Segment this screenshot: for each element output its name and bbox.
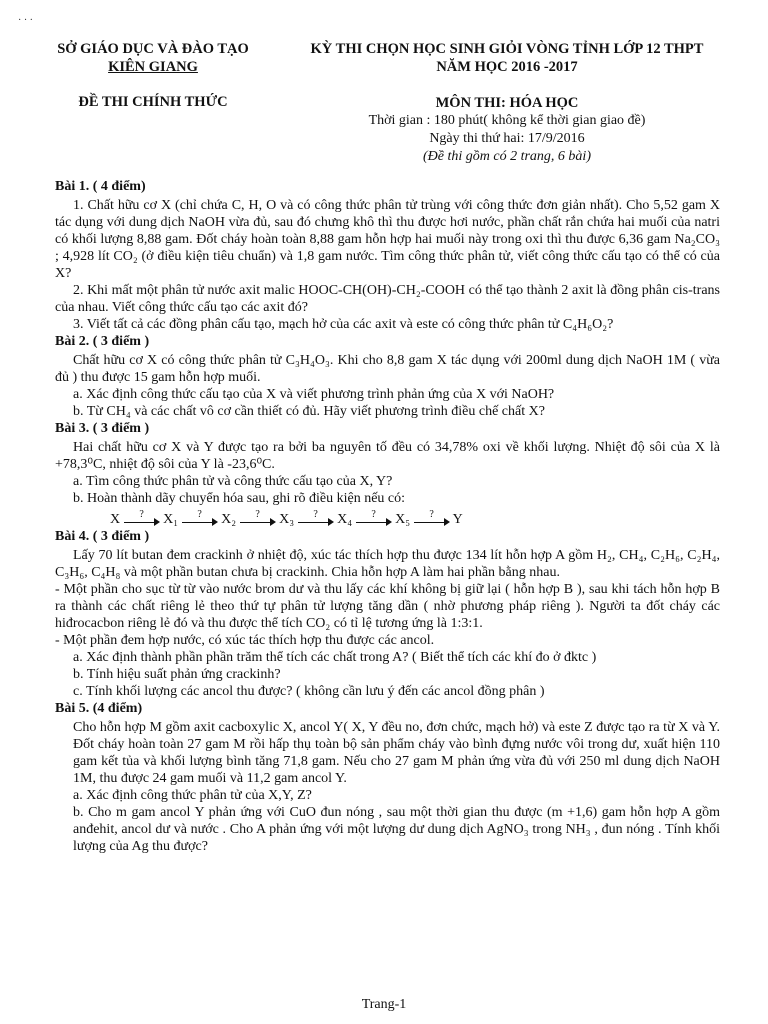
section-bai-1 <box>55 178 720 333</box>
bai-4-part-2: - Một phần đem hợp nước, có xúc tác thích hợp thu được các ancol. <box>55 633 435 648</box>
chain-node: X₁ <box>163 512 179 527</box>
bai-5-title: Bài 5. (4 điểm) <box>55 701 143 716</box>
section-bai-5 <box>55 700 720 855</box>
bai-5-part-b: b. Cho m gam ancol Y phản ứng với CuO đun nóng , sau một thời gian thu được (m +1,6) gam hỗn hợp A gồm anđehit, ancol dư và nước . Cho A phản ứng với một lượng dư dung dịch AgNO₃ trong NH₃ , đun nóng . Tính khối lượng của Ag thu được? <box>73 805 720 854</box>
chain-arrow-icon: ? <box>298 514 334 526</box>
exam-content <box>55 178 720 855</box>
exam-date: Ngày thi thứ hai: 17/9/2016 <box>429 131 585 146</box>
section-bai-3 <box>55 420 720 528</box>
reaction-chain <box>110 508 720 528</box>
bai-2-title: Bài 2. ( 3 điểm ) <box>55 334 150 349</box>
bai-5-part-a: a. Xác định công thức phân tử của X,Y, Z? <box>73 788 312 803</box>
chain-node: X₅ <box>395 512 411 527</box>
official-label: ĐỀ THI CHÍNH THỨC <box>78 94 228 110</box>
bai-2-intro: Chất hữu cơ X có công thức phân tử C₃H₄O₃. Khi cho 8,8 gam X tác dụng với 200ml dung dịch NaOH 1M ( vừa đủ ) thu được 15 gam hỗn hợp muối. <box>55 353 720 385</box>
chain-node: Y <box>452 512 463 527</box>
bai-3-title: Bài 3. ( 3 điểm ) <box>55 421 150 436</box>
chain-arrow-icon: ? <box>414 514 450 526</box>
department-name: SỞ GIÁO DỤC VÀ ĐÀO TẠO <box>57 41 249 57</box>
chain-node: X₂ <box>221 512 237 527</box>
bai-3-part-a: a. Tìm công thức phân tử và công thức cấu tạo của X, Y? <box>73 474 393 489</box>
bai-4-part-1: - Một phần cho sục từ từ vào nước brom dư và thu lấy các khí không bị giữ lại ( hỗn hợp B ), sau khi tách hỗn hợp B ra thành các chất riêng lẻ theo thứ tự phân tử lượng tăng dần ( nhờ phương pháp riêng ). Người ta đốt cháy các hiđrocacbon riêng lẻ đó và thu được thể tích CO₂ có tỉ lệ tương ứng là 1:3:1. <box>55 582 720 631</box>
section-bai-2 <box>55 333 720 420</box>
bai-2-part-a: a. Xác định công thức cấu tạo của X và viết phương trình phản ứng của X với NaOH? <box>73 387 555 402</box>
bai-4-title: Bài 4. ( 3 điểm ) <box>55 529 150 544</box>
page-number: Trang-1 <box>361 997 407 1012</box>
header-department <box>28 40 278 111</box>
section-bai-4 <box>55 528 720 700</box>
exam-title: KỲ THI CHỌN HỌC SINH GIỎI VÒNG TỈNH LỚP 12 THPT <box>310 41 704 57</box>
exam-note: (Đề thi gồm có 2 trang, 6 bài) <box>423 149 591 164</box>
chain-node: X <box>110 512 121 527</box>
bai-1-q3: 3. Viết tất cả các đồng phân cấu tạo, mạch hở của các axit và este có công thức phân tử C₄H₆O₂? <box>73 317 614 332</box>
bai-4-intro: Lấy 70 lít butan đem crackinh ở nhiệt độ, xúc tác thích hợp thu được 134 lít hỗn hợp A gồm H₂, CH₄, C₂H₆, C₂H₄, C₃H₆, C₄H₈ và một phần butan chưa bị crackinh. Chia hỗn hợp A làm hai phần bằng nhau. <box>55 548 720 580</box>
chain-arrow-icon: ? <box>124 514 160 526</box>
bai-1-q2: 2. Khi mất một phân tử nước axit malic HOOC-CH(OH)-CH₂-COOH có thể tạo thành 2 axit là đồng phân cis-trans của nhau. Viết công thức cấu tạo các axit đó? <box>55 283 720 315</box>
chain-arrow-icon: ? <box>356 514 392 526</box>
chain-node: X₃ <box>279 512 295 527</box>
subject-title: MÔN THI: HÓA HỌC <box>435 95 579 111</box>
school-year: NĂM HỌC 2016 -2017 <box>436 59 578 75</box>
bai-2-part-b: b. Từ CH₄ và các chất vô cơ cần thiết có đủ. Hãy viết phương trình điều chế chất X? <box>73 404 545 419</box>
header-exam <box>282 40 732 166</box>
bai-3-intro: Hai chất hữu cơ X và Y được tạo ra bởi ba nguyên tố đều có 34,78% oxi về khối lượng. Nhiệt độ sôi của X là +78,3⁰C, nhiệt độ sôi của Y là -23,6⁰C. <box>55 440 720 472</box>
exam-time: Thời gian : 180 phút( không kể thời gian giao đề) <box>368 113 646 128</box>
bai-3-part-b: b. Hoàn thành dãy chuyển hóa sau, ghi rõ điều kiện nếu có: <box>73 491 406 506</box>
chain-arrow-icon: ? <box>240 514 276 526</box>
bai-4-part-b: b. Tính hiệu suất phản ứng crackinh? <box>73 667 281 682</box>
bai-1-q1: 1. Chất hữu cơ X (chỉ chứa C, H, O và có công thức phân tử trùng với công thức đơn giản nhất). Cho 5,52 gam X tác dụng với dung dịch NaOH vừa đủ, sau đó chưng khô thì thu được hơi nước, phần chất rắn chứa hai muối của natri có khối lượng 8,88 gam. Đốt cháy hoàn toàn 8,88 gam hỗn hợp hai muối này trong oxi thì thu được 6,36 gam Na₂CO₃ ; 4,928 lít CO₂ (ở điều kiện tiêu chuẩn) và 1,8 gam nước. Tìm công thức phân tử, viết công thức cấu tạo có thể có của X? <box>55 198 720 281</box>
bai-5-intro: Cho hỗn hợp M gồm axit cacboxylic X, ancol Y( X, Y đều no, đơn chức, mạch hở) và este Z được tạo ra từ X và Y. Đốt cháy hoàn toàn 27 gam M rồi hấp thụ toàn bộ sản phẩm cháy vào bình đựng nước vôi trong dư, xuất hiện 110 gam kết tủa và khối lượng bình tăng 71,8 gam. Nếu cho 27 gam M phản ứng vừa đủ với 250 ml dung dịch NaOH 1M, thu được 24 gam muối và 11,2 gam ancol Y. <box>73 720 720 786</box>
chain-arrow-icon: ? <box>182 514 218 526</box>
bai-1-title: Bài 1. ( 4 điểm) <box>55 179 146 194</box>
bai-4-part-c: c. Tính khối lượng các ancol thu được? ( không cần lưu ý đến các ancol đồng phân ) <box>73 684 545 699</box>
bai-4-part-a: a. Xác định thành phần phần trăm thể tích các chất trong A? ( Biết thể tích các khí đo ở đktc ) <box>73 650 597 665</box>
scan-mark-icon: · · · <box>18 15 33 26</box>
chain-node: X₄ <box>337 512 353 527</box>
province-name: KIÊN GIANG <box>108 59 198 75</box>
